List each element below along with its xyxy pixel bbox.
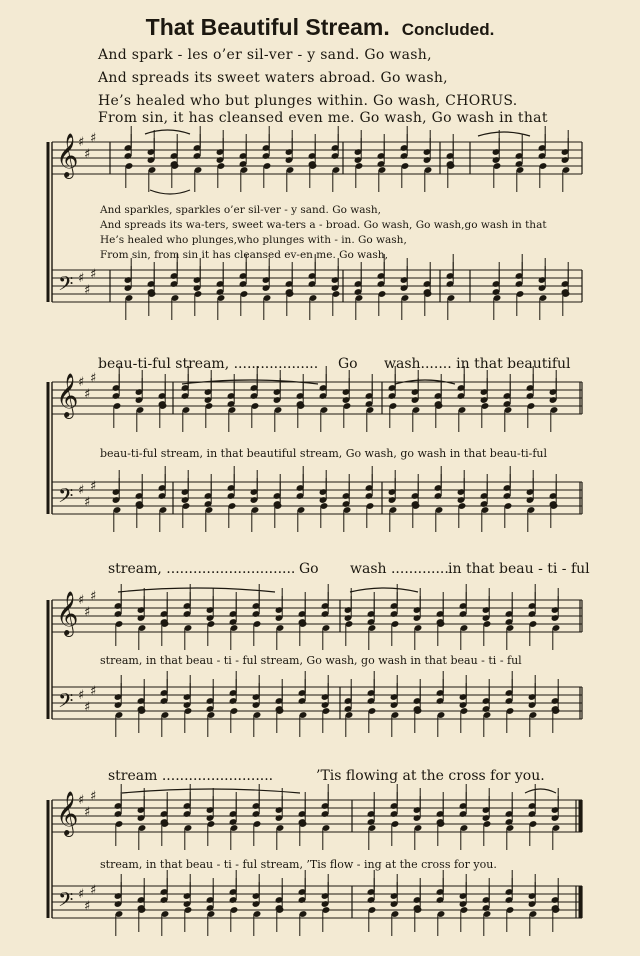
sharp-icon: ♯ (84, 899, 91, 914)
slur-mark (350, 588, 418, 592)
s3-inner: stream, in that beau - ti - ful stream, Go wash, go wash in that beau - ti - ful (100, 654, 522, 667)
sharp-icon: ♯ (78, 793, 85, 808)
slur-mark (150, 190, 190, 194)
s3-upper-4: in that beau - ti - ful (448, 561, 590, 577)
s4-upper-2: ’Tis flowing at the cross for you. (316, 768, 545, 784)
slur-mark (118, 588, 275, 592)
sharp-icon: ♯ (78, 271, 85, 286)
sharp-icon: ♯ (90, 883, 97, 898)
verse-line-3: He’s healed who but plunges within. Go wash, CHORUS. (98, 93, 518, 109)
treble-clef-icon: 𝄞 (56, 791, 79, 835)
sharp-icon: ♯ (78, 483, 85, 498)
bass-clef-icon: 𝄢 (58, 888, 74, 916)
sharp-icon: ♯ (78, 688, 85, 703)
bass-clef-icon: 𝄢 (58, 484, 74, 512)
inner-verse-4: From sin, from sin it has cleansed ev-en me. Go wash, (100, 249, 388, 261)
s2-upper-2: Go (338, 356, 358, 372)
slur-mark (122, 789, 300, 793)
s3-upper-1: stream, ............................. (108, 561, 296, 577)
verse-line-2: And spreads its sweet waters abroad. Go wash, (98, 70, 448, 86)
sharp-icon: ♯ (84, 495, 91, 510)
s2-inner: beau-ti-ful stream, in that beautiful stream, Go wash, go wash in that beau-ti-ful (100, 447, 548, 460)
sharp-icon: ♯ (90, 684, 97, 699)
bass-clef-icon: 𝄢 (58, 689, 74, 717)
sharp-icon: ♯ (84, 805, 91, 820)
sharp-icon: ♯ (90, 371, 97, 386)
sharp-icon: ♯ (90, 479, 97, 494)
sharp-icon: ♯ (84, 700, 91, 715)
s3-upper-2: Go (299, 561, 319, 577)
sharp-icon: ♯ (84, 605, 91, 620)
bass-clef-icon: 𝄢 (58, 272, 74, 300)
inner-verse-3: He’s healed who plunges,who plunges with - in. Go wash, (100, 234, 407, 246)
verse-line-4: From sin, it has cleansed even me. Go wash, Go wash in that (98, 110, 548, 126)
slur-mark (145, 130, 190, 134)
s4-inner: stream, in that beau - ti - ful stream, ’Tis flow - ing at the cross for you. (100, 858, 497, 871)
sharp-icon: ♯ (78, 593, 85, 608)
sharp-icon: ♯ (78, 135, 85, 150)
sharp-icon: ♯ (90, 131, 97, 146)
sharp-icon: ♯ (78, 375, 85, 390)
sharp-icon: ♯ (78, 887, 85, 902)
s2-upper-3: wash....... in that beautiful (384, 356, 571, 372)
slur-mark (525, 789, 556, 793)
treble-clef-icon: 𝄞 (56, 373, 79, 417)
sharp-icon: ♯ (84, 283, 91, 298)
treble-clef-icon: 𝄞 (56, 591, 79, 635)
verse-line-1: And spark - les o’er sil-ver - y sand. Go wash, (98, 47, 432, 63)
s3-upper-3: wash ............. (350, 561, 449, 577)
sharp-icon: ♯ (90, 589, 97, 604)
sharp-icon: ♯ (84, 387, 91, 402)
inner-verse-2: And spreads its wa-ters, sweet wa-ters a - broad. Go wash, Go wash,go wash in that (100, 219, 547, 231)
sharp-icon: ♯ (90, 267, 97, 282)
hymn-subtitle: Concluded. (401, 20, 495, 39)
hymn-title: That Beautiful Stream. (145, 14, 390, 40)
treble-clef-icon: 𝄞 (56, 133, 79, 177)
s2-upper-1: beau-ti-ful stream, ................... (98, 356, 319, 372)
sharp-icon: ♯ (90, 789, 97, 804)
s4-upper-1: stream ......................... (108, 768, 274, 784)
sharp-icon: ♯ (84, 147, 91, 162)
inner-verse-1: And sparkles, sparkles o’er sil-ver - y sand. Go wash, (100, 204, 381, 216)
